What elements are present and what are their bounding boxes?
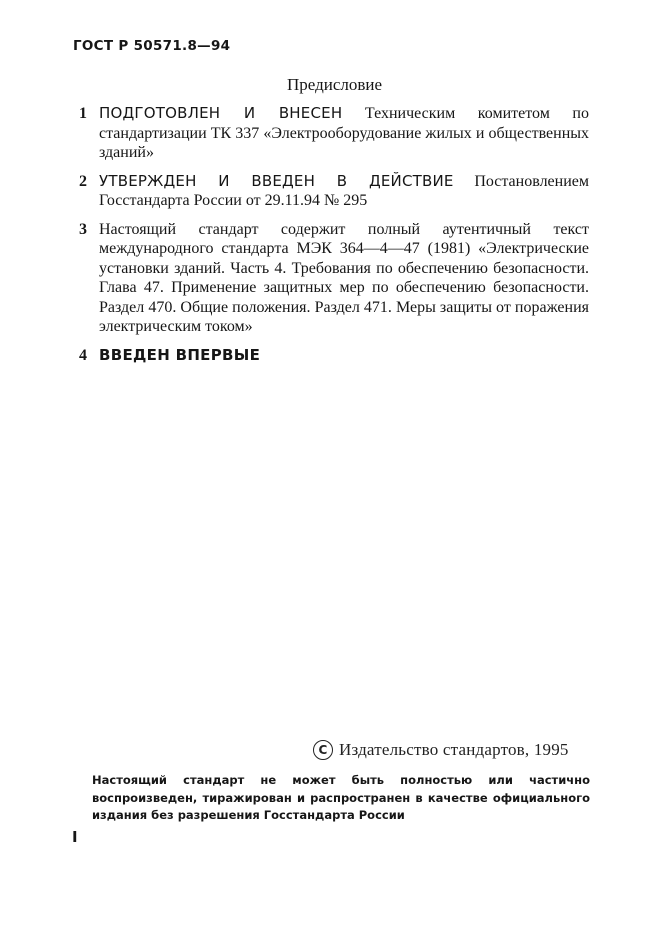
item-number: 2 (79, 172, 87, 190)
item-lead: УТВЕРЖДЕН И ВВЕДЕН В ДЕЙСТВИЕ (99, 171, 454, 190)
item-body (99, 346, 589, 366)
foreword-item-2 (79, 172, 589, 211)
copyright-icon: C (313, 740, 333, 760)
item-text: Настоящий стандарт содержит полный аутентичный текст международного стандарта МЭК 364—4—47 (1981) «Электрические установки зданий. Часть 4. Требования по обеспечению безопасности. Глава 47. Применение защитных мер по обеспечению безопасности. Раздел 470. Общие положения. Раздел 471. Меры защиты от поражения электрическим током» (99, 220, 589, 335)
item-body (99, 104, 589, 163)
foreword-item-4 (79, 346, 589, 366)
item-number: 4 (79, 346, 87, 364)
item-body (99, 220, 589, 337)
item-lead: ПОДГОТОВЛЕН И ВНЕСЕН (99, 104, 343, 122)
foreword-item-3 (79, 220, 589, 337)
foreword-items (79, 104, 589, 374)
item-text: Техническим комитетом по стандартизации ТК 337 «Электрооборудование жилых и общественных зданий» (99, 105, 589, 161)
standard-code: ГОСТ Р 50571.8—94 (73, 38, 231, 54)
foreword-item-1 (79, 104, 589, 163)
item-lead: ВВЕДЕН ВПЕРВЫЕ (99, 345, 261, 364)
item-body (99, 172, 589, 211)
item-text: Постановлением Госстандарта России от 29.11.94 № 295 (99, 172, 589, 209)
item-number: 1 (79, 105, 87, 122)
page-number: I (72, 828, 78, 846)
reproduction-notice: Настоящий стандарт не может быть полностью или частично воспроизведен, тиражирован и распространен в качестве официального издания без разрешения Госстандарта России (92, 773, 590, 822)
copyright-line (313, 740, 569, 760)
section-title: Предисловие (286, 75, 383, 94)
item-number: 3 (79, 220, 87, 238)
copyright-text: Издательство стандартов, 1995 (339, 740, 569, 759)
